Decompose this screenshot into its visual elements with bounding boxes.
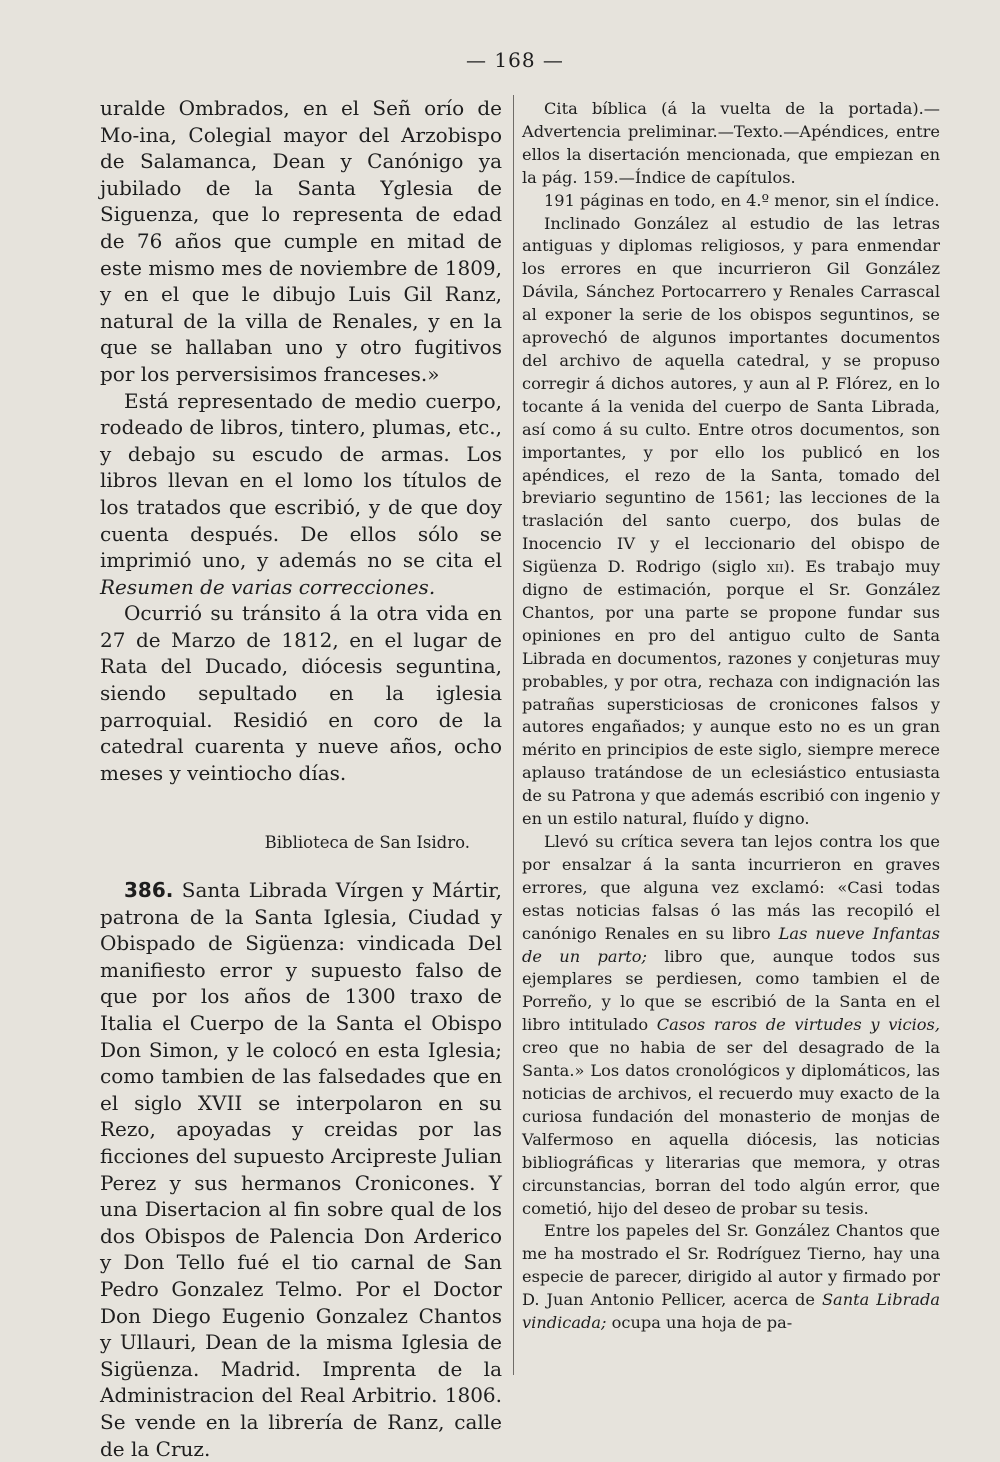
right-paragraph-3 [522,213,940,831]
book-title-resumen: Resumen de varias correcciones. [100,574,436,599]
book-title-infantas: Las nueve Infantas de un parto; [522,923,940,966]
right-paragraph-5 [522,1220,940,1335]
entry-text: Santa Librada Vírgen y Mártir, patrona de la Santa Iglesia, Ciudad y Obispado de Sigüenza: vindicada Del manifiesto error y supuesto falso de que por los años de 1300 traxo de Italia el Cuerpo de la Santa el Obispo Don Simon, y le colocó en esta Iglesia; como tambien de las falsedades que en el siglo XVII se interpolaron en su Rezo, apoyadas y creidas por las ficciones del supuesto Arcipreste Julian Perez y sus hermanos Cronicones. Y una Disertacion al fin sobre qual de los dos Obispos de Palencia Don Arderico y Don Tello fué el tio carnal de San Pedro Gonzalez Telmo. Por el Doctor Don Diego Eugenio Gonzalez Chantos y Ullauri, Dean de la misma Iglesia de Sigüenza. Madrid. Imprenta de la Administracion del Real Arbitrio. 1806. Se vende en la librería de Ranz, calle de la Cruz. [100,878,502,1461]
library-note: Biblioteca de San Isidro. [264,833,470,853]
right-paragraph-3-text-b: ). Es trabajo muy digno de estimación, porque el Sr. González Chantos, por una parte se propone fundar sus opiniones en pro del antiguo culto de Santa Librada en documentos, razones y conjeturas muy probables, y por otra, rechaza con indignación las patrañas supersticiosas de cronicones falsos y autores engañados; y aunque esto no es un gran mérito en principios de este siglo, siempre merece aplauso tratándose de un eclesiástico entusiasta de su Patrona y que además escribió con ingenio y en un estilo natural, fluído y digno. [522,557,940,829]
left-paragraph-1: uralde Ombrados, en el Señ orío de Mo-ina, Colegial mayor del Arzobispo de Salamanca, Dean y Canónigo ya jubilado de la Santa Yglesia de Siguenza, que lo representa de edad de 76 años que cumple en mitad de este mismo mes de noviembre de 1809, y en el que le dibujo Luis Gil Ranz, natural de la villa de Renales, y en la que se hallaban uno y otro fugitivos por los perversisimos franceses.» [100,96,502,386]
column-divider [513,95,514,1375]
right-paragraph-3-text-a: Inclinado González al estudio de las letras antiguas y diplomas religiosos, y para enmendar los errores en que incurrieron Gil González Dávila, Sánchez Portocarrero y Renales Carrascal al exponer la serie de los obispos seguntinos, se aprovechó de algunos importantes documentos del archivo de aquella catedral, y se propuso corregir á dichos autores, y aun al P. Flórez, en lo tocante á la venida del cuerpo de Santa Librada, así como á su culto. Entre otros documentos, son importantes, y por ello los publicó en los apéndices, el rezo de la Santa, tomado del breviario seguntino de 1561; las lecciones de la traslación del santo cuerpo, dos bulas de Inocencio IV y el leccionario del obispo de Sigüenza D. Rodrigo (siglo [522,213,940,577]
left-paragraph-2 [100,388,502,601]
left-column [100,95,502,1462]
book-title-vindicada: Santa Librada vindicada; [522,1290,940,1333]
right-column [522,98,940,1335]
century-numeral: xii [766,557,784,577]
page-number: — 168 — [466,48,564,72]
right-paragraph-4-text-c: creo que no habia de ser del desagrado de la Santa.» Los datos cronológicos y diplomáticos, las noticias de archivos, el recuerdo muy exacto de la curiosa fundación del monasterio de monjas de Valfermoso en aquella diócesis, las noticias bibliográficas y literarias que memora, y otras circunstancias, borran del todo algún error, que cometió, hijo del deseo de probar su tesis. [522,1038,940,1218]
right-paragraph-4-text-b: libro que, aunque todos sus ejemplares se perdiesen, como tambien el de Porreño, y lo que se escribió de la Santa en el libro intitulado [522,946,940,1035]
right-paragraph-2: 191 páginas en todo, en 4.º menor, sin el índice. [544,190,940,210]
left-paragraph-3: Ocurrió su tránsito á la otra vida en 27 de Marzo de 1812, en el lugar de Rata del Ducado, diócesis seguntina, siendo sepultado en la iglesia parroquial. Residió en coro de la catedral cuarenta y nueve años, ocho meses y veintiocho días. [100,601,502,785]
right-paragraph-4-text-a: Llevó su crítica severa tan lejos contra los que por ensalzar á la santa incurrieron en graves errores, que alguna vez exclamó: «Casi todas estas noticias falsas ó las más las recopiló el canónigo Renales en su libro [522,832,940,943]
catalog-entry [100,877,502,1462]
book-title-casos: Casos raros de virtudes y vicios, [656,1015,940,1035]
right-paragraph-1: Cita bíblica (á la vuelta de la portada).—Advertencia preliminar.—Texto.—Apéndices, entre ellos la disertación mencionada, que empiezan en la pág. 159.—Índice de capítulos. [522,99,940,187]
entry-number: 386. [124,878,174,903]
left-paragraph-2-text: Está representado de medio cuerpo, rodeado de libros, tintero, plumas, etc., y debajo su escudo de armas. Los libros llevan en el lomo los títulos de los tratados que escribió, y de que doy cuenta después. De ellos sólo se imprimió uno, y además no se cita el [100,388,502,573]
right-paragraph-5-text-b: ocupa una hoja de pa- [611,1313,793,1333]
right-paragraph-5-text-a: Entre los papeles del Sr. González Chantos que me ha mostrado el Sr. Rodríguez Tierno, hay una especie de parecer, dirigido al autor y firmado por D. Juan Antonio Pellicer, acerca de [522,1221,940,1310]
right-paragraph-4 [522,831,940,1220]
